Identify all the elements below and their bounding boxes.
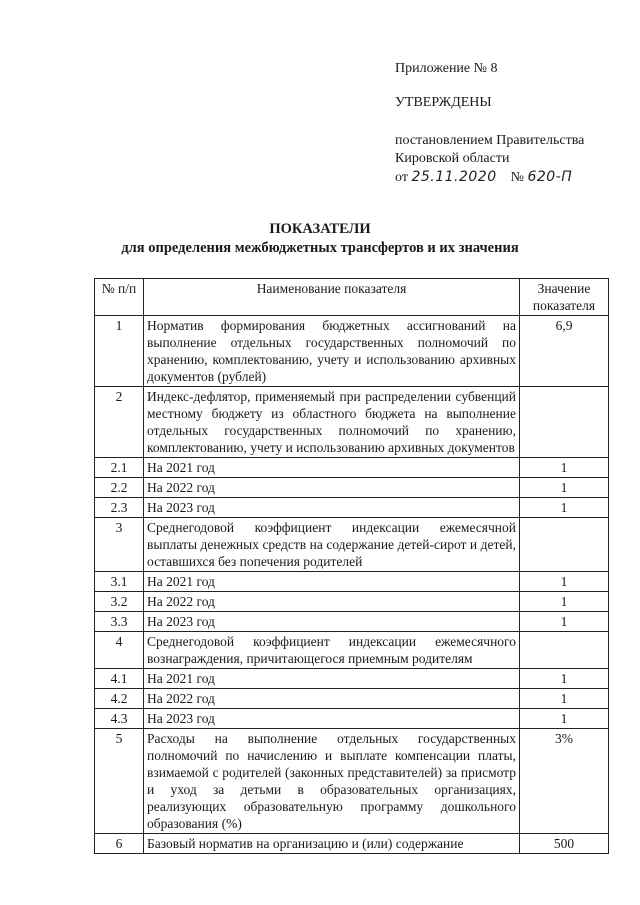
table-row	[95, 632, 609, 669]
row-value: 1	[520, 572, 609, 592]
header-number: № п/п	[95, 279, 144, 316]
document-title	[0, 220, 640, 258]
decree-line-2: Кировской области	[395, 151, 510, 166]
number-prefix: №	[510, 170, 524, 185]
row-name: Индекс-дефлятор, применяемый при распределении субвенций местному бюджету из областного бюджета на выполнение отдельных государственных полномочий по хранению, комплектованию, учету и использованию архивных документов	[144, 387, 520, 458]
row-number: 3.2	[95, 592, 144, 612]
row-name: На 2022 год	[144, 689, 520, 709]
table-row	[95, 316, 609, 387]
decree-date-line	[395, 168, 625, 187]
row-number: 2.3	[95, 498, 144, 518]
row-value: 3%	[520, 729, 609, 834]
title-main: ПОКАЗАТЕЛИ	[269, 221, 371, 237]
title-subtitle: для определения межбюджетных трансфертов и их значения	[121, 240, 519, 256]
table-row	[95, 518, 609, 572]
table-row	[95, 592, 609, 612]
row-name: Базовый норматив на организацию и (или) содержание	[144, 834, 520, 854]
table-row	[95, 689, 609, 709]
row-name: Расходы на выполнение отдельных государственных полномочий по начислению и выплате компенсации платы, взимаемой с родителей (законных представителей) за присмотр и уход за детьми в образовательных организациях, реализующих образовательную программу дошкольного образования (%)	[144, 729, 520, 834]
row-value: 6,9	[520, 316, 609, 387]
table-row	[95, 709, 609, 729]
row-number: 4.2	[95, 689, 144, 709]
row-number: 2.1	[95, 458, 144, 478]
row-value: 1	[520, 689, 609, 709]
row-number: 6	[95, 834, 144, 854]
row-name: На 2022 год	[144, 478, 520, 498]
row-value: 1	[520, 478, 609, 498]
row-name: Норматив формирования бюджетных ассигнований на выполнение отдельных государственных полномочий по хранению, комплектованию, учету и использованию архивных документов (рублей)	[144, 316, 520, 387]
decree-line-1: постановлением Правительства	[395, 133, 585, 148]
decree-reference	[395, 132, 625, 187]
row-value: 1	[520, 669, 609, 689]
row-value: 500	[520, 834, 609, 854]
table-header-row	[95, 279, 609, 316]
row-name: На 2021 год	[144, 669, 520, 689]
table-row	[95, 669, 609, 689]
row-number: 3.1	[95, 572, 144, 592]
decree-date: 25.11.2020	[411, 169, 497, 185]
row-number: 1	[95, 316, 144, 387]
row-name: На 2023 год	[144, 498, 520, 518]
approved-label: УТВЕРЖДЕНЫ	[395, 95, 492, 110]
table-row	[95, 834, 609, 854]
row-value: 1	[520, 709, 609, 729]
row-number: 2.2	[95, 478, 144, 498]
decree-number: 620-П	[527, 169, 573, 185]
table-row	[95, 572, 609, 592]
row-value: 1	[520, 458, 609, 478]
row-number: 2	[95, 387, 144, 458]
table-row	[95, 612, 609, 632]
date-prefix: от	[395, 170, 408, 185]
row-value	[520, 632, 609, 669]
table-row	[95, 387, 609, 458]
table-row	[95, 458, 609, 478]
row-number: 5	[95, 729, 144, 834]
row-value: 1	[520, 592, 609, 612]
appendix-number: Приложение № 8	[395, 61, 498, 76]
row-name: На 2022 год	[144, 592, 520, 612]
row-value: 1	[520, 612, 609, 632]
row-name: На 2021 год	[144, 572, 520, 592]
row-number: 4	[95, 632, 144, 669]
indicators-table	[94, 278, 609, 854]
row-value	[520, 518, 609, 572]
row-number: 3	[95, 518, 144, 572]
row-name: Среднегодовой коэффициент индексации ежемесячного вознаграждения, причитающегося приемным родителям	[144, 632, 520, 669]
row-name: На 2023 год	[144, 612, 520, 632]
row-value: 1	[520, 498, 609, 518]
row-name: На 2023 год	[144, 709, 520, 729]
row-number: 4.1	[95, 669, 144, 689]
header-name: Наименование показателя	[144, 279, 520, 316]
row-name: На 2021 год	[144, 458, 520, 478]
row-value	[520, 387, 609, 458]
row-name: Среднегодовой коэффициент индексации ежемесячной выплаты денежных средств на содержание детей-сирот и детей, оставшихся без попечения родителей	[144, 518, 520, 572]
table-row	[95, 729, 609, 834]
row-number: 4.3	[95, 709, 144, 729]
table-row	[95, 498, 609, 518]
header-value: Значение показателя	[520, 279, 609, 316]
row-number: 3.3	[95, 612, 144, 632]
table-row	[95, 478, 609, 498]
